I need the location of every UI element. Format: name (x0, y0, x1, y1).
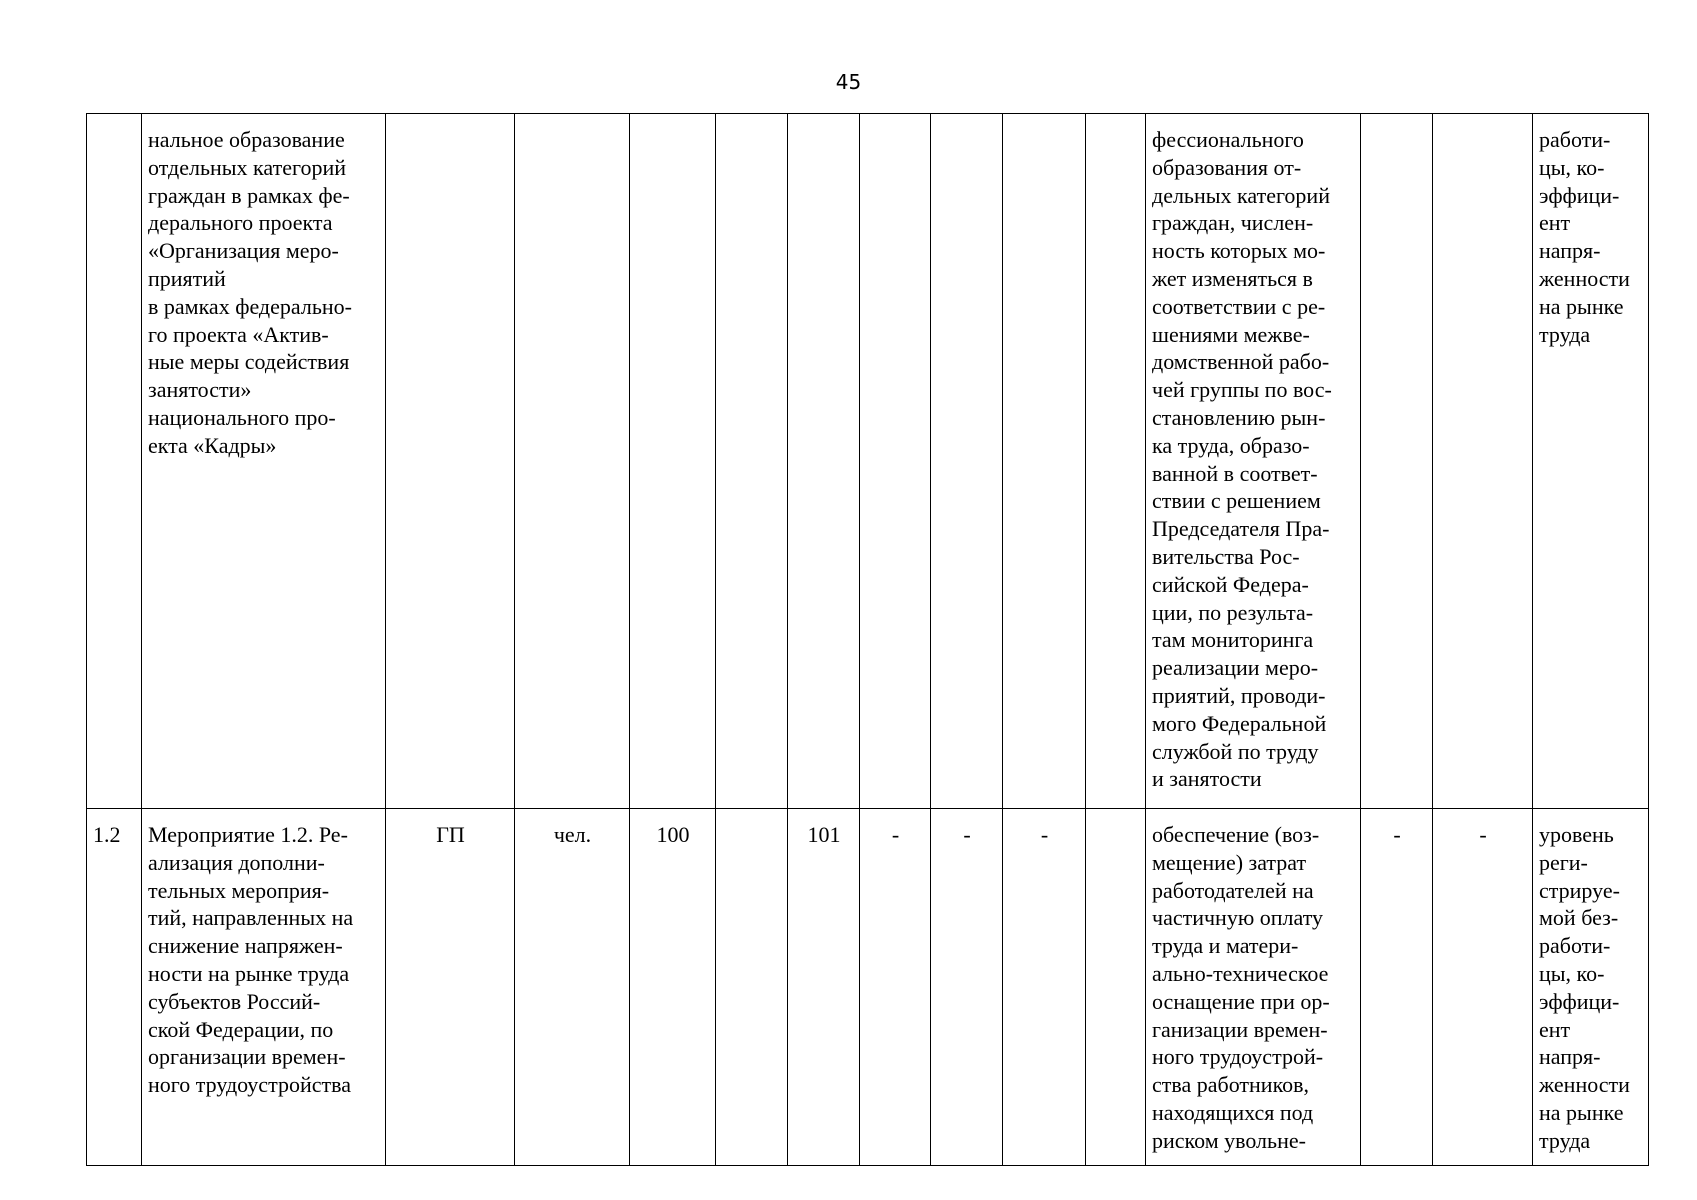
value-cell (716, 114, 788, 809)
value-cell (931, 114, 1003, 809)
table-row (87, 114, 1649, 809)
page-number: 45 (835, 70, 862, 94)
value-cell (788, 114, 860, 809)
value-cell: - (860, 809, 931, 1166)
value-cell (1086, 809, 1146, 1166)
value-cell: 101 (788, 809, 860, 1166)
value-cell: - (1361, 809, 1433, 1166)
value-cell: - (1003, 809, 1086, 1166)
value-cell (860, 114, 931, 809)
value-cell (1086, 114, 1146, 809)
responsible-cell (386, 114, 515, 809)
indicator-cell: уровень реги- стрируе- мой без- работи- цы, ко- эффици- ент напря- женности на рынке труда (1533, 809, 1649, 1166)
measure-name-cell: Мероприятие 1.2. Ре- ализация дополни- тельных мероприя- тий, направленных на снижение напряжен- ности на рынке труда субъектов Россий- ской Федерации, по организации времен- ного трудоустройства (142, 809, 386, 1166)
value-cell (716, 809, 788, 1166)
description-cell: обеспечение (воз- мещение) затрат работодателей на частичную оплату труда и матери- ально-техническое оснащение при ор- ганизации времен- ного трудоустрой- ства работников, находящихся под риском увольне- (1146, 809, 1361, 1166)
program-table (86, 113, 1649, 1166)
unit-cell: чел. (515, 809, 630, 1166)
value-cell (1433, 114, 1533, 809)
value-cell: - (931, 809, 1003, 1166)
value-cell: - (1433, 809, 1533, 1166)
value-cell (1361, 114, 1433, 809)
value-cell (630, 114, 716, 809)
value-cell (1003, 114, 1086, 809)
value-cell: 100 (630, 809, 716, 1166)
description-cell: фессионального образования от- дельных категорий граждан, числен- ность которых мо- жет изменяться в соответствии с ре- шениями межве- домственной рабо- чей группы по вос- становлению рын- ка труда, образо- ванной в соответ- ствии с решением Председателя Пра- вительства Рос- сийской Федера- ции, по результа- там мониторинга реализации меро- приятий, проводи- мого Федеральной службой по труду и занятости (1146, 114, 1361, 809)
row-number-cell (87, 114, 142, 809)
responsible-cell: ГП (386, 809, 515, 1166)
unit-cell (515, 114, 630, 809)
indicator-cell: работи- цы, ко- эффици- ент напря- женности на рынке труда (1533, 114, 1649, 809)
measure-name-cell: нальное образование отдельных категорий граждан в рамках фе- дерального проекта «Организация меро- приятий в рамках федерально- го проекта «Актив- ные меры содействия занятости» национального про- екта «Кадры» (142, 114, 386, 809)
table-row (87, 809, 1649, 1166)
row-number-cell: 1.2 (87, 809, 142, 1166)
